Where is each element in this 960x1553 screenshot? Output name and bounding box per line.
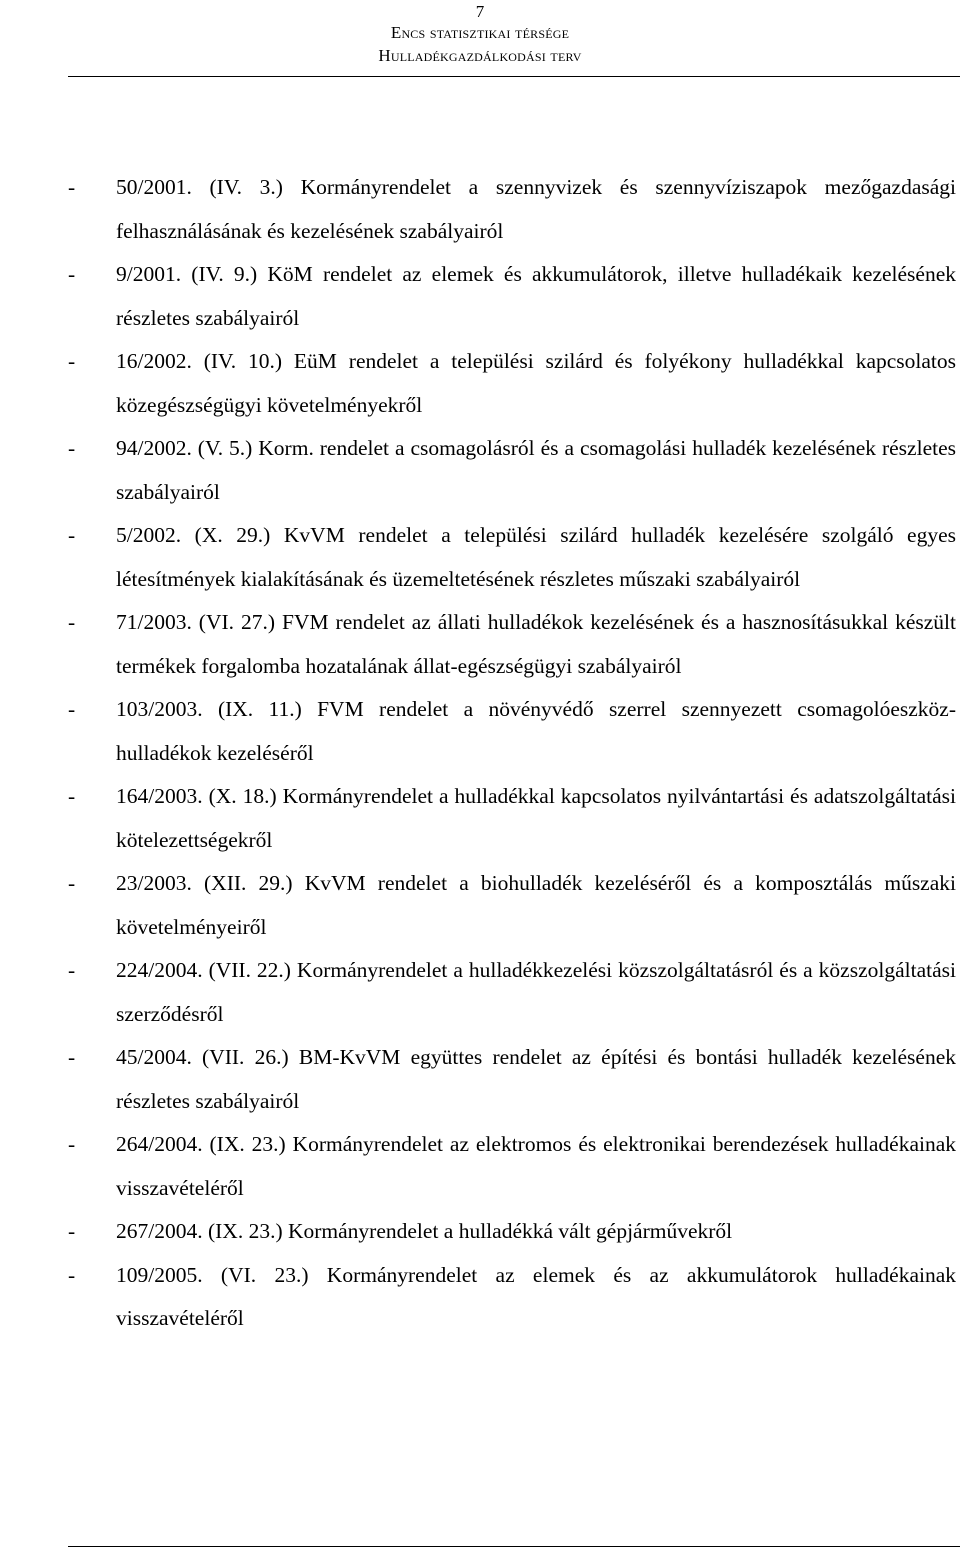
list-item	[68, 949, 956, 1036]
header-divider	[68, 76, 960, 77]
list-item-text: 45/2004. (VII. 26.) BM-KvVM együttes rendelet az építési és bontási hulladék kezelésének részletes szabályairól	[116, 1045, 956, 1113]
list-item	[68, 514, 956, 601]
list-bullet: -	[68, 1132, 76, 1156]
list-item-text: 224/2004. (VII. 22.) Kormányrendelet a hulladékkezelési közszolgáltatásról és a közszolgáltatási szerződésről	[116, 958, 956, 1026]
list-item-text: 109/2005. (VI. 23.) Kormányrendelet az elemek és az akkumulátorok hulladékainak visszavételéről	[116, 1262, 956, 1330]
list-item	[68, 862, 956, 949]
list-bullet: -	[68, 610, 76, 634]
list-bullet: -	[68, 1262, 76, 1287]
list-item-text: 5/2002. (X. 29.) KvVM rendelet a települési szilárd hulladék kezelésére szolgáló egyes létesítmények kialakításának és üzemeltetésének részletes műszaki szabályairól	[116, 523, 956, 591]
list-item	[68, 1254, 956, 1341]
footer-divider	[68, 1546, 960, 1547]
list-item-text: 9/2001. (IV. 9.) KöM rendelet az elemek és akkumulátorok, illetve hulladékaik kezelésének részletes szabályairól	[116, 262, 956, 330]
list-item-text: 94/2002. (V. 5.) Korm. rendelet a csomagolásról és a csomagolási hulladék kezelésének részletes szabályairól	[116, 436, 956, 504]
list-bullet: -	[68, 958, 76, 982]
header-title: Encs statisztikai térsége	[390, 23, 570, 42]
list-item-text: 16/2002. (IV. 10.) EüM rendelet a települési szilárd és folyékony hulladékkal kapcsolatos közegészségügyi követelményekről	[116, 349, 956, 417]
list-item	[68, 427, 956, 514]
list-bullet: -	[68, 697, 76, 721]
list-item-text: 264/2004. (IX. 23.) Kormányrendelet az elektromos és elektronikai berendezések hulladékainak visszavételéről	[116, 1132, 956, 1200]
page-number: 7	[475, 2, 485, 21]
list-item-text: 71/2003. (VI. 27.) FVM rendelet az állati hulladékok kezelésének és a hasznosításukkal készült termékek forgalomba hozatalának állat-egészségügyi szabályairól	[116, 610, 956, 678]
list-bullet: -	[68, 175, 76, 199]
list-bullet: -	[68, 871, 76, 895]
list-item-text: 50/2001. (IV. 3.) Kormányrendelet a szennyvizek és szennyvíziszapok mezőgazdasági felhasználásának és kezelésének szabályairól	[116, 175, 956, 243]
list-bullet: -	[68, 349, 76, 373]
list-item	[68, 775, 956, 862]
list-item-text: 164/2003. (X. 18.) Kormányrendelet a hulladékkal kapcsolatos nyilvántartási és adatszolgáltatási kötelezettségekről	[116, 784, 956, 852]
list-bullet: -	[68, 1219, 76, 1243]
list-bullet: -	[68, 784, 76, 808]
list-item-text: 23/2003. (XII. 29.) KvVM rendelet a biohulladék kezeléséről és a komposztálás műszaki követelményeiről	[116, 871, 956, 939]
list-item	[68, 1123, 956, 1210]
list-item	[68, 253, 956, 340]
header-subtitle: Hulladékgazdálkodási terv	[378, 46, 582, 65]
list-item	[68, 166, 956, 253]
regulation-list	[68, 166, 956, 1341]
list-item	[68, 1036, 956, 1123]
list-item	[68, 340, 956, 427]
list-item	[68, 1210, 956, 1254]
list-bullet: -	[68, 262, 76, 286]
list-bullet: -	[68, 523, 76, 547]
list-item-text: 103/2003. (IX. 11.) FVM rendelet a növényvédő szerrel szennyezett csomagolóeszköz-hulladékok kezeléséről	[116, 697, 956, 765]
list-item-text: 267/2004. (IX. 23.) Kormányrendelet a hulladékká vált gépjárművekről	[116, 1219, 733, 1243]
list-bullet: -	[68, 1045, 76, 1069]
list-bullet: -	[68, 436, 76, 460]
list-item	[68, 601, 956, 688]
list-item	[68, 688, 956, 775]
